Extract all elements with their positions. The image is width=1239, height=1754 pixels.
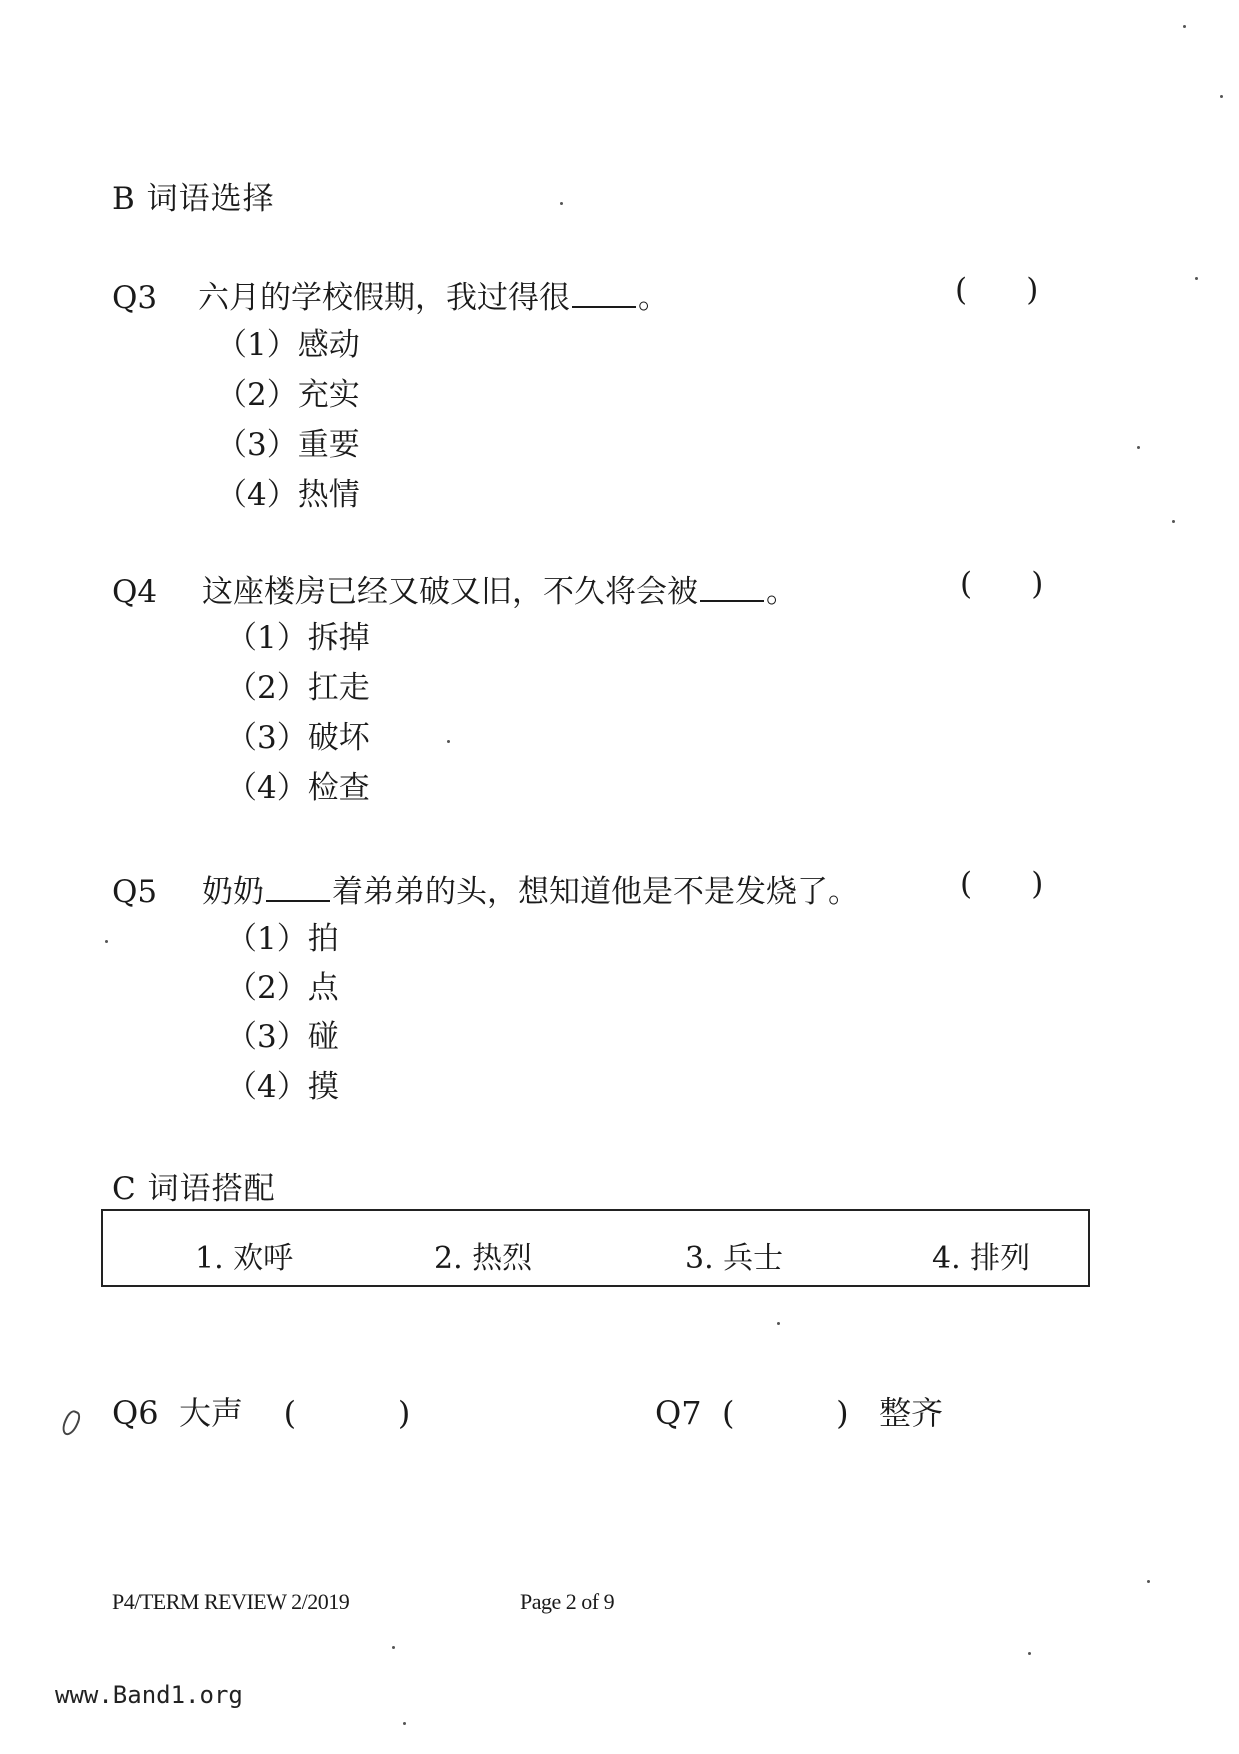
option-q3-3: （3）重要 <box>216 427 360 463</box>
scan-speck <box>1183 25 1186 28</box>
option-q4-2: （2）扛走 <box>226 670 370 706</box>
scan-speck <box>447 740 450 743</box>
fill-blank[interactable] <box>700 576 764 602</box>
scan-speck <box>403 1722 406 1725</box>
scan-speck <box>105 940 108 943</box>
scan-speck <box>1147 1580 1150 1583</box>
option-q5-1: （1）拍 <box>226 921 339 957</box>
question-stem <box>202 566 797 611</box>
answer-box-q3[interactable]: ( ) <box>955 272 1039 308</box>
pair-word: 大声 <box>178 1394 243 1432</box>
question-number: Q4 <box>112 574 158 610</box>
stem-after: 着弟弟的头，想知道他是不是发烧了。 <box>332 874 859 910</box>
option-q3-4: （4）热情 <box>216 477 360 513</box>
word-bank-item-1: 1. 欢呼 <box>195 1241 294 1276</box>
footer-exam-code: P4/TERM REVIEW 2/2019 <box>112 1589 350 1614</box>
scan-speck <box>1028 1652 1031 1655</box>
scan-speck <box>1172 520 1175 523</box>
question-stem <box>202 866 859 911</box>
stem-after: 。 <box>638 280 669 316</box>
scan-speck <box>560 202 563 205</box>
scan-speck <box>392 1646 395 1649</box>
option-q5-4: （4）摸 <box>226 1069 339 1105</box>
answer-box-q7[interactable]: ( ) <box>721 1394 849 1432</box>
stem-before: 奶奶 <box>202 874 264 910</box>
question-number: Q5 <box>112 874 158 910</box>
question-q3 <box>112 272 669 317</box>
question-q4 <box>112 566 797 611</box>
question-number: Q7 <box>655 1394 702 1432</box>
answer-box-q6[interactable]: ( ) <box>283 1394 411 1432</box>
section-c-heading: C 词语搭配 <box>112 1171 276 1207</box>
stem-after: 。 <box>766 574 797 610</box>
pair-word: 整齐 <box>879 1394 944 1432</box>
question-stem <box>198 272 669 317</box>
scan-speck <box>1195 277 1198 280</box>
option-q4-3: （3）破坏 <box>226 720 370 756</box>
pair-q6 <box>112 1388 410 1434</box>
footer-page-number: Page 2 of 9 <box>520 1589 615 1614</box>
option-q3-1: （1）感动 <box>216 327 360 363</box>
scan-speck <box>1137 446 1140 449</box>
word-bank-item-4: 4. 排列 <box>932 1241 1031 1276</box>
option-q3-2: （2）充实 <box>216 377 360 413</box>
answer-box-q5[interactable]: ( ) <box>960 866 1044 902</box>
site-watermark: www.Band1.org <box>55 1681 243 1709</box>
word-bank-box <box>101 1209 1090 1287</box>
pencil-mark <box>59 1408 83 1437</box>
question-number: Q3 <box>112 280 158 316</box>
section-b-heading: B 词语选择 <box>112 181 275 217</box>
question-number: Q6 <box>112 1394 159 1432</box>
scan-speck <box>1220 95 1223 98</box>
option-q4-4: （4）检查 <box>226 770 370 806</box>
stem-before: 六月的学校假期，我过得很 <box>198 280 570 316</box>
scan-speck <box>777 1322 780 1325</box>
word-bank-item-2: 2. 热烈 <box>434 1241 533 1276</box>
stem-before: 这座楼房已经又破又旧，不久将会被 <box>202 574 698 610</box>
fill-blank[interactable] <box>266 876 330 902</box>
option-q5-3: （3）碰 <box>226 1019 339 1055</box>
option-q5-2: （2）点 <box>226 970 339 1006</box>
fill-blank[interactable] <box>572 282 636 308</box>
question-q5 <box>112 866 859 911</box>
answer-box-q4[interactable]: ( ) <box>960 566 1044 602</box>
option-q4-1: （1）拆掉 <box>226 620 370 656</box>
word-bank-item-3: 3. 兵士 <box>685 1241 784 1276</box>
pair-q7 <box>655 1388 943 1434</box>
